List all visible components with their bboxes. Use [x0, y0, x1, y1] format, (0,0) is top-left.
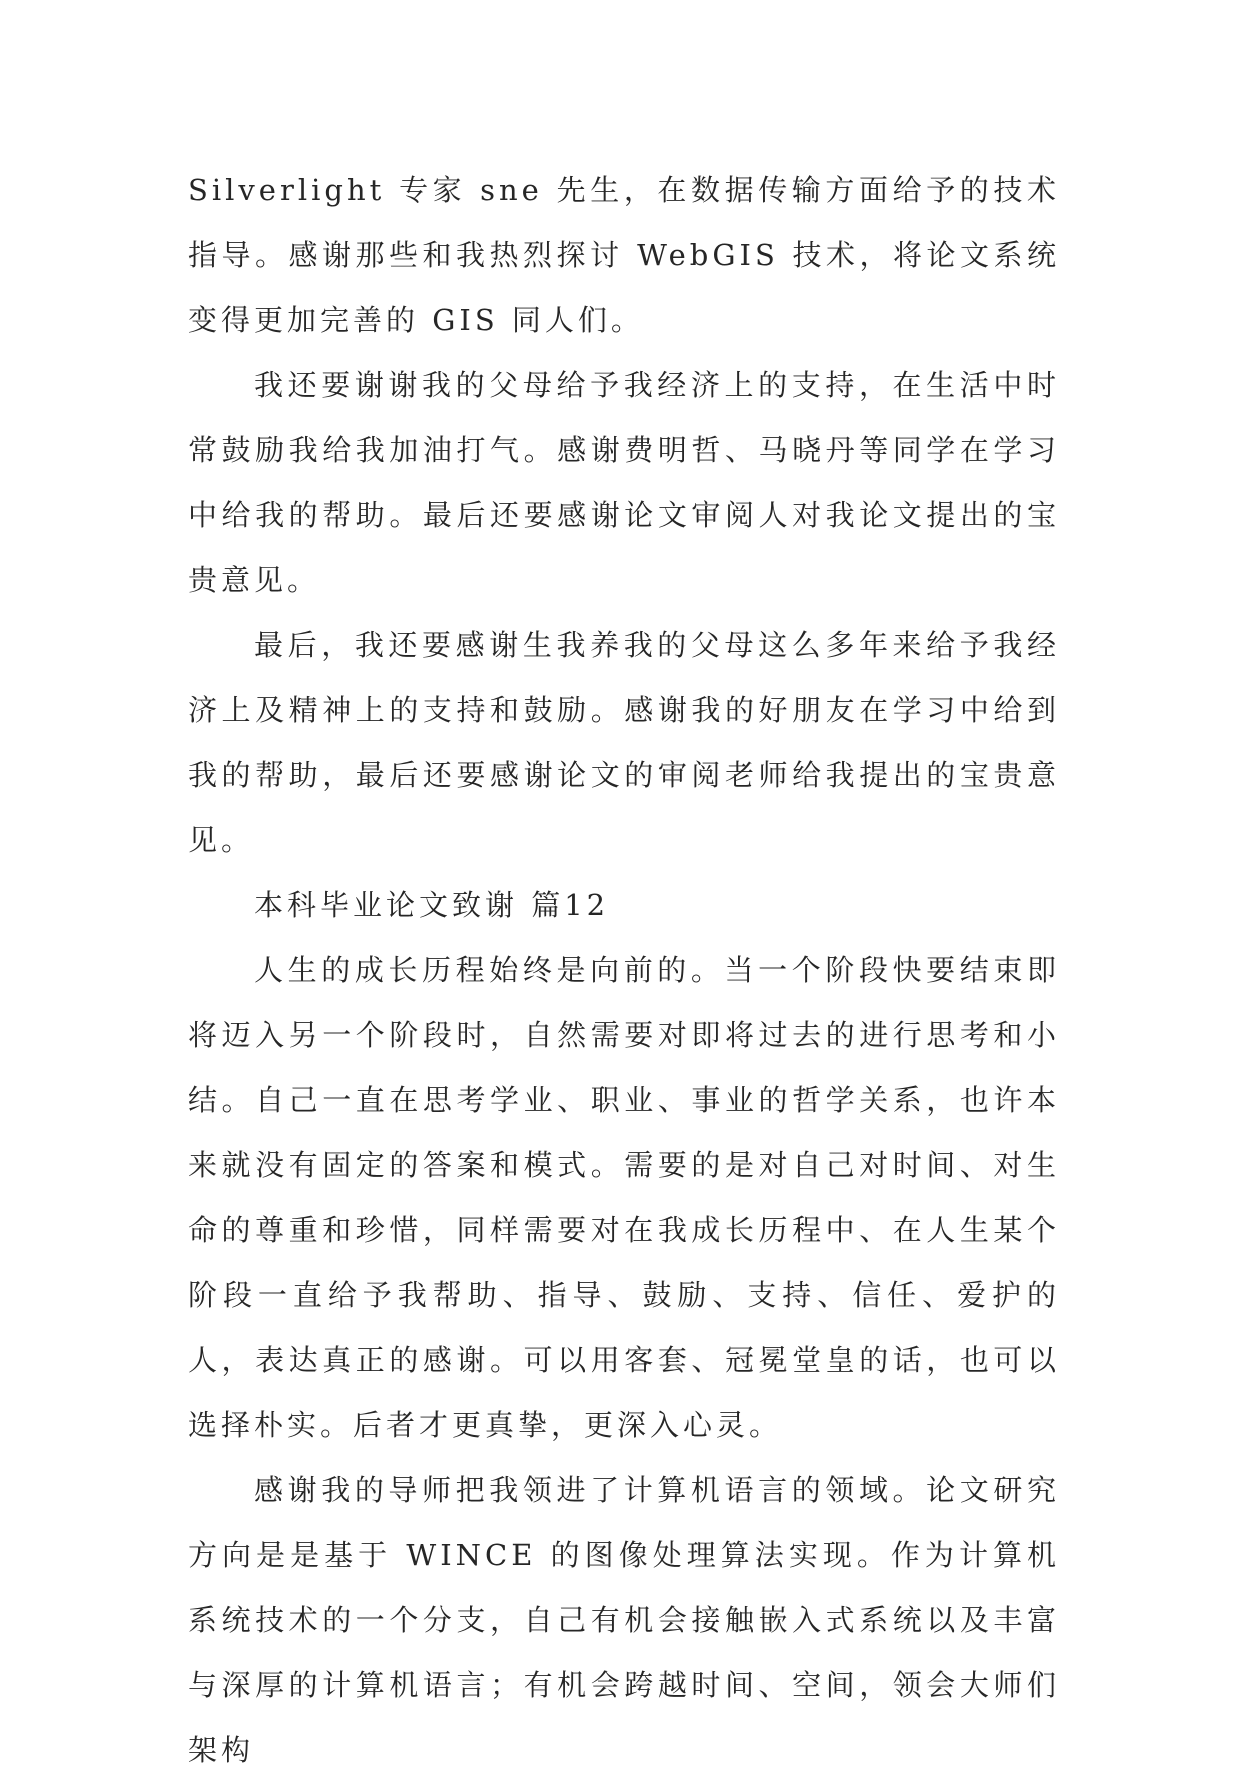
paragraph: 人生的成长历程始终是向前的。当一个阶段快要结束即将迈入另一个阶段时，自然需要对即将过去的进行思考和小结。自己一直在思考学业、职业、事业的哲学关系，也许本来就没有固定的答案和模式。需要的是对自己对时间、对生命的尊重和珍惜，同样需要对在我成长历程中、在人生某个阶段一直给予我帮助、指导、鼓励、支持、信任、爱护的人，表达真正的感谢。可以用客套、冠冕堂皇的话，也可以选择朴实。后者才更真挚，更深入心灵。: [188, 953, 1060, 1442]
paragraph: 最后，我还要感谢生我养我的父母这么多年来给予我经济上及精神上的支持和鼓励。感谢我的好朋友在学习中给到我的帮助，最后还要感谢论文的审阅老师给我提出的宝贵意见。: [188, 628, 1060, 857]
paragraph: 感谢我的导师把我领进了计算机语言的领域。论文研究方向是是基于 WINCE 的图像处理算法实现。作为计算机系统技术的一个分支，自己有机会接触嵌入式系统以及丰富与深厚的计算机语言；有机会跨越时间、空间，领会大师们架构: [188, 1473, 1060, 1767]
paragraph-continued: Silverlight 专家 sne 先生，在数据传输方面给予的技术指导。感谢那些和我热烈探讨 WebGIS 技术，将论文系统变得更加完善的 GIS 同人们。: [188, 173, 1060, 337]
section-heading: 本科毕业论文致谢 篇12: [254, 888, 610, 922]
document-body: [188, 158, 1060, 1783]
paragraph: 我还要谢谢我的父母给予我经济上的支持，在生活中时常鼓励我给我加油打气。感谢费明哲、马晓丹等同学在学习中给我的帮助。最后还要感谢论文审阅人对我论文提出的宝贵意见。: [188, 368, 1060, 597]
